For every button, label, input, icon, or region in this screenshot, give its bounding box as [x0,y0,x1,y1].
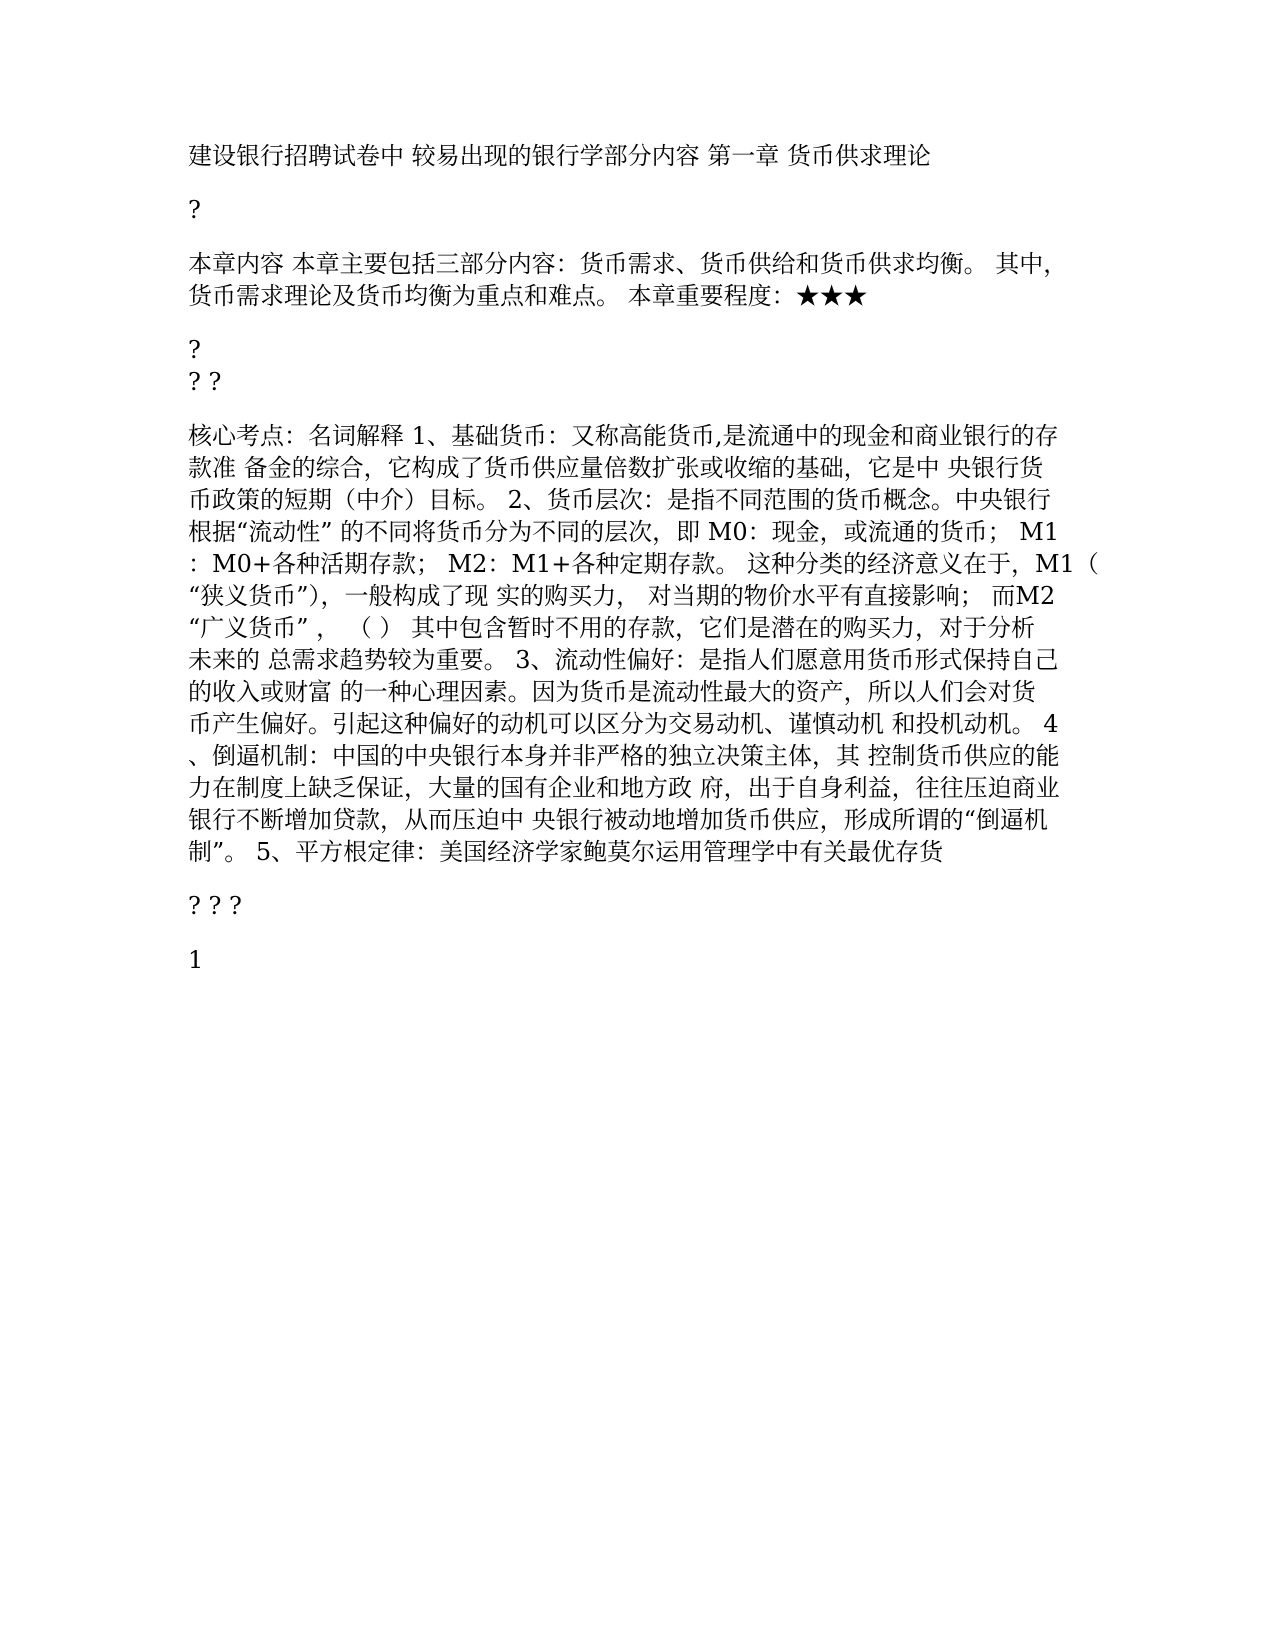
paragraph-line: 货币需求理论及货币均衡为重点和难点。 本章重要程度：★★★ [188,282,868,310]
paragraph-line: 核心考点：名词解释 1、基础货币：又称高能货币,是流通中的现金和商业银行的存 [188,422,1059,450]
paragraph-line: 币政策的短期（中介）目标。 2、货币层次：是指不同范围的货币概念。中央银行 [188,486,1051,514]
placeholder-mark: ? [188,196,201,224]
paragraph-line: 款准 备金的综合，它构成了货币供应量倍数扩张或收缩的基础，它是中 央银行货 [188,454,1044,482]
paragraph-line: 银行不断增加贷款，从而压迫中 央银行被动地增加货币供应，形成所谓的“倒逼机 [188,806,1048,834]
paragraph-line: “狭义货币”），一般构成了现 实的购买力， 对当期的物价水平有直接影响； 而M2 [188,582,1056,610]
paragraph-line: 的收入或财富 的一种心理因素。因为货币是流动性最大的资产，所以人们会对货 [188,678,1036,706]
paragraph-line: “广义货币” ， （ ） 其中包含暂时不用的存款，它们是潜在的购买力，对于分析 [188,614,1036,642]
paragraph-line: 本章内容 本章主要包括三部分内容：货币需求、货币供给和货币供求均衡。 其中， [188,250,1068,278]
placeholder-mark: ? [188,336,201,364]
paragraph-line: 制”。 5、平方根定律：美国经济学家鲍莫尔运用管理学中有关最优存货 [188,838,944,866]
paragraph-line: 力在制度上缺乏保证，大量的国有企业和地方政 府，出于自身利益，往往压迫商业 [188,774,1060,802]
core-points-paragraph [188,420,1099,868]
paragraph-line: 、倒逼机制：中国的中央银行本身并非严格的独立决策主体，其 控制货币供应的能 [188,742,1060,770]
paragraph-line: ：M0+各种活期存款； M2：M1+各种定期存款。 这种分类的经济意义在于，M1（ [188,550,1099,578]
paragraph-line: 根据“流动性” 的不同将货币分为不同的层次，即 M0：现金，或流通的货币； M1 [188,518,1060,546]
document-title: 建设银行招聘试卷中 较易出现的银行学部分内容 第一章 货币供求理论 [188,142,931,170]
placeholder-mark: ? ? ? [188,892,242,920]
paragraph-line: 未来的 总需求趋势较为重要。 3、流动性偏好：是指人们愿意用货币形式保持自己 [188,646,1059,674]
chapter-intro-paragraph [188,248,1088,312]
paragraph-line: 币产生偏好。引起这种偏好的动机可以区分为交易动机、谨慎动机 和投机动机。 4 [188,710,1059,738]
placeholder-mark: ? ? [188,368,222,396]
page-number: 1 [188,946,204,974]
document-page [188,140,1099,976]
